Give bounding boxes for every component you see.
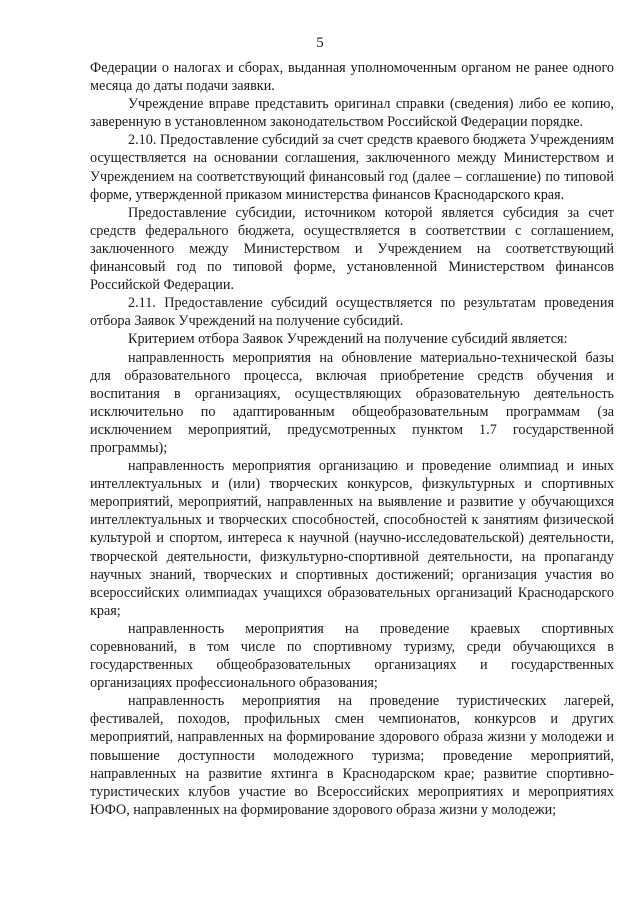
- paragraph: направленность мероприятия на обновление материально-технической базы для образовательного процесса, включая приобретение средств обучения и воспитания в организациях, осуществляющих образовательную деятельность исключительно по адаптированным общеобразовательным программам (за исключением мероприятий, предусмотренных пунктом 1.7 государственной программы);: [90, 349, 614, 456]
- page-number: 5: [316, 35, 324, 51]
- paragraph: Критерием отбора Заявок Учреждений на получение субсидий является:: [128, 331, 568, 348]
- document-body: [90, 59, 614, 819]
- paragraph: направленность мероприятия организацию и проведение олимпиад и иных интеллектуальных и (или) творческих конкурсов, физкультурных и спортивных мероприятий, мероприятий, направленных на выявление и развитие у обучающихся интеллектуальных и творческих способностей, способностей к занятиям физической культурой и спортом, интереса к научной (научно-исследовательской) деятельности, творческой деятельности, физкультурно-спортивной деятельности, на пропаганду научных знаний, творческих и спортивных достижений; организация участия во всероссийских олимпиадах учащихся образовательных организаций Краснодарского края;: [90, 458, 614, 619]
- paragraph: 2.10. Предоставление субсидий за счет средств краевого бюджета Учреждениям осуществляется на основании соглашения, заключенного между Министерством и Учреждением на соответствующий финансовый год (далее – соглашение) по типовой форме, утвержденной приказом министерства финансов Краснодарского края.: [90, 132, 614, 203]
- paragraph: направленность мероприятия на проведение туристических лагерей, фестивалей, походов, профильных смен чемпионатов, конкурсов и других мероприятий, направленных на формирование здорового образа жизни у молодежи и повышение доступности молодежного туризма; проведение мероприятий, направленных на развитие яхтинга в Краснодарском крае; развитие спортивно-туристических клубов участие во Всероссийских мероприятиях и мероприятиях ЮФО, направленных на формирование здорового образа жизни у молодежи;: [90, 693, 614, 818]
- paragraph: Учреждение вправе представить оригинал справки (сведения) либо ее копию, заверенную в установленном законодательством Российской Федерации порядке.: [90, 96, 614, 131]
- paragraph: 2.11. Предоставление субсидий осуществляется по результатам проведения отбора Заявок Учреждений на получение субсидий.: [90, 295, 614, 330]
- paragraph: направленность мероприятия на проведение краевых спортивных соревнований, в том числе по спортивному туризму, среди обучающихся в государственных общеобразовательных организациях и государственных организациях профессионального образования;: [90, 620, 614, 692]
- paragraph: Федерации о налогах и сборах, выданная уполномоченным органом не ранее одного месяца до даты подачи заявки.: [90, 60, 614, 95]
- paragraph: Предоставление субсидии, источником которой является субсидия за счет средств федерального бюджета, осуществляется в соответствии с соглашением, заключенного между Министерством и Учреждением на соответствующий финансовый год по типовой форме, установленной Министерством финансов Российской Федерации.: [90, 204, 614, 294]
